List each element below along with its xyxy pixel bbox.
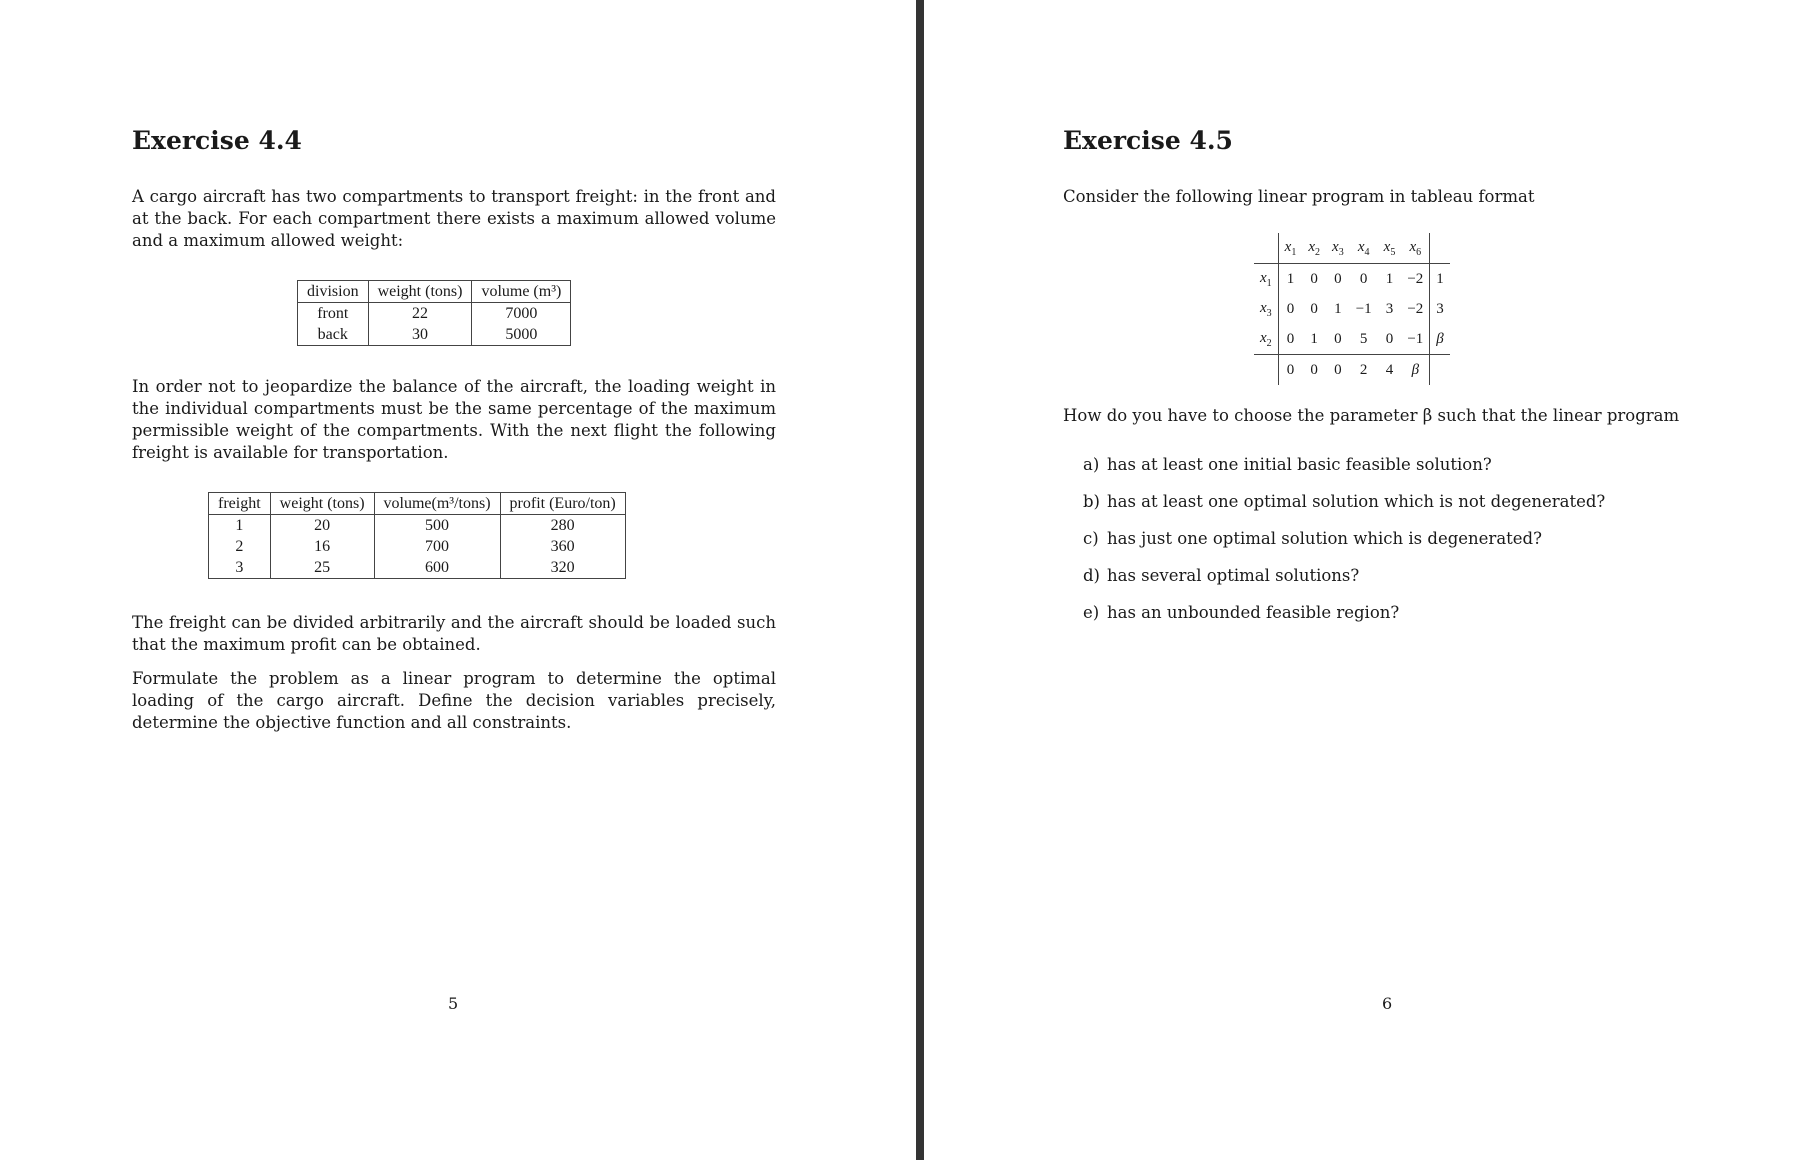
table-header-row	[209, 493, 626, 515]
tableau-rhs-cell: 3	[1430, 294, 1450, 324]
table-header: weight (tons)	[270, 493, 374, 515]
table-cell: 22	[368, 303, 472, 325]
table-cell: 20	[270, 515, 374, 537]
table-cell: front	[298, 303, 369, 325]
simplex-tableau	[1254, 233, 1450, 385]
right-page	[924, 0, 1820, 1160]
table-cell: 16	[270, 536, 374, 557]
table-cell: 1	[209, 515, 271, 537]
table-cell: 5000	[472, 324, 571, 346]
tableau-cell: 5	[1359, 330, 1368, 347]
tableau-cell: 1	[1334, 300, 1342, 317]
tableau-col-header: $x_1$	[1278, 233, 1302, 264]
freight-table	[208, 492, 626, 579]
table-row	[298, 324, 571, 346]
list-item	[1083, 528, 1605, 565]
table-cell: back	[298, 324, 369, 346]
tableau-cell: 3	[1385, 300, 1394, 317]
page-divider	[916, 0, 924, 1160]
tableau-cell: −1	[1355, 300, 1372, 317]
tableau-col-header: $x_5$	[1378, 233, 1402, 264]
tableau-objective-head	[1254, 355, 1278, 386]
exercise-title: Exercise 4.4	[132, 126, 302, 155]
tableau-rhs-cell: 1	[1430, 264, 1450, 295]
tableau-cell: −1	[1407, 330, 1424, 347]
item-label: b)	[1083, 492, 1100, 511]
table-cell: 2	[209, 536, 271, 557]
list-item	[1083, 454, 1605, 491]
item-label: d)	[1083, 566, 1100, 585]
intro-paragraph: A cargo aircraft has two compartments to transport freight: in the front and at the back. For each compartment there exists a maximum allowed volume and a maximum allowed weight:	[132, 187, 776, 250]
tableau-cell: 4	[1378, 355, 1402, 386]
table-row	[209, 557, 626, 579]
table-cell: 700	[374, 536, 500, 557]
tableau-row	[1254, 324, 1450, 355]
item-text: has at least one optimal solution which is not degenerated?	[1107, 492, 1606, 511]
page-number: 6	[1382, 994, 1393, 1013]
tableau-col-header: $x_4$	[1350, 233, 1378, 264]
tableau-cell: 0	[1385, 330, 1394, 347]
list-item	[1083, 602, 1605, 639]
table-header: weight (tons)	[368, 281, 472, 303]
tableau-intro: Consider the following linear program in tableau format	[1063, 187, 1535, 206]
item-text: has just one optimal solution which is degenerated?	[1107, 529, 1542, 548]
tableau-col-header: $x_2$	[1302, 233, 1326, 264]
tableau-cell: 0	[1334, 330, 1342, 347]
table-cell: 360	[500, 536, 625, 557]
tableau-cell: 1	[1286, 270, 1295, 287]
table-header: freight	[209, 493, 271, 515]
table-header: division	[298, 281, 369, 303]
tableau-cell: 1	[1385, 270, 1394, 287]
tableau-cell: 0	[1334, 270, 1342, 287]
tableau-header-row	[1254, 233, 1450, 264]
tableau-row-header: $x_2$	[1254, 324, 1278, 355]
table-cell: 30	[368, 324, 472, 346]
tableau-cell: 0	[1302, 355, 1326, 386]
item-text: has an unbounded feasible region?	[1107, 603, 1400, 622]
exercise-title: Exercise 4.5	[1063, 126, 1233, 155]
tableau-row-header: $x_3$	[1254, 294, 1278, 324]
list-item	[1083, 565, 1605, 602]
table-cell: 3	[209, 557, 271, 579]
table-row	[298, 303, 571, 325]
tableau-cell: 1	[1310, 330, 1318, 347]
item-label: e)	[1083, 603, 1100, 622]
tableau-rhs-header	[1430, 233, 1450, 264]
tableau-objective-row	[1254, 355, 1450, 386]
tableau-cell: −2	[1407, 300, 1424, 317]
table-cell: 280	[500, 515, 625, 537]
tableau-rhs-cell: β	[1430, 324, 1450, 355]
tableau-cell: 0	[1286, 330, 1295, 347]
tableau-row	[1254, 294, 1450, 324]
tableau-row	[1254, 264, 1450, 295]
item-label: a)	[1083, 455, 1100, 474]
tableau-row-header: $x_1$	[1254, 264, 1278, 295]
item-label: c)	[1083, 529, 1099, 548]
table-cell: 25	[270, 557, 374, 579]
table-cell: 320	[500, 557, 625, 579]
table-cell: 7000	[472, 303, 571, 325]
tableau-corner	[1254, 233, 1278, 264]
tableau-cell: 0	[1286, 300, 1295, 317]
tableau-cell: 0	[1278, 355, 1302, 386]
table-cell: 500	[374, 515, 500, 537]
table-header-row	[298, 281, 571, 303]
compartment-table	[297, 280, 571, 346]
tableau-cell: β	[1401, 355, 1429, 386]
balance-paragraph: In order not to jeopardize the balance of the aircraft, the loading weight in the individual compartments must be the same percentage of the maximum permissible weight of the compartments. With the next flight the following freight is available for transportation.	[132, 377, 776, 462]
tableau-cell: 0	[1310, 270, 1318, 287]
list-item	[1083, 491, 1605, 528]
tableau-cell: 2	[1350, 355, 1378, 386]
question-text: How do you have to choose the parameter β such that the linear program	[1063, 406, 1680, 425]
formulate-paragraph: Formulate the problem as a linear program to determine the optimal loading of the cargo aircraft. Define the decision variables precisely, determine the objective function and all constraints.	[132, 669, 776, 732]
question-list	[1083, 454, 1605, 639]
tableau-col-header: $x_6$	[1401, 233, 1429, 264]
table-row	[209, 515, 626, 537]
table-cell: 600	[374, 557, 500, 579]
tableau-cell: −2	[1407, 270, 1424, 287]
item-text: has several optimal solutions?	[1107, 566, 1360, 585]
page-number: 5	[448, 994, 459, 1013]
divisible-freight-paragraph: The freight can be divided arbitrarily and the aircraft should be loaded such that the maximum profit can be obtained.	[132, 613, 776, 654]
tableau-cell: 0	[1310, 300, 1318, 317]
table-row	[209, 536, 626, 557]
tableau-col-header: $x_3$	[1326, 233, 1350, 264]
table-header: volume(m³/tons)	[374, 493, 500, 515]
table-header: profit (Euro/ton)	[500, 493, 625, 515]
tableau-cell: 0	[1326, 355, 1350, 386]
tableau-rhs-cell	[1430, 355, 1450, 386]
item-text: has at least one initial basic feasible solution?	[1107, 455, 1492, 474]
tableau-cell: 0	[1359, 270, 1368, 287]
table-header: volume (m³)	[472, 281, 571, 303]
